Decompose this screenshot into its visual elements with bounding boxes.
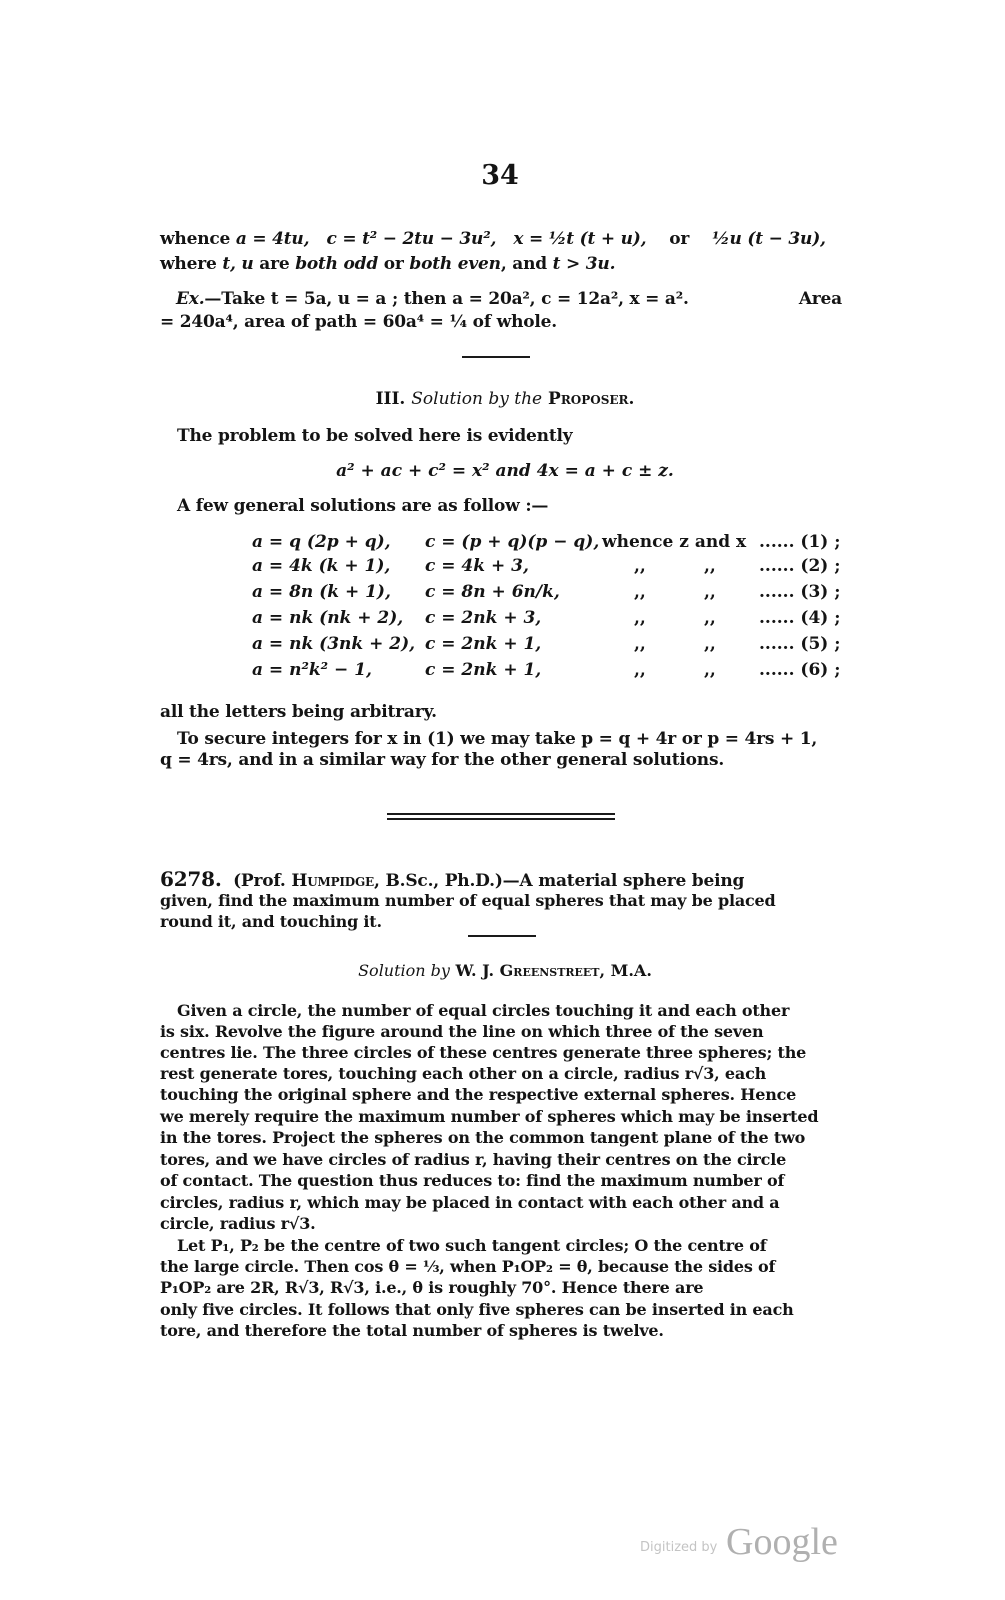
solution-a: a = nk (nk + 2),	[252, 608, 404, 628]
body-line: of contact. The question thus reduces to: find the maximum number of	[160, 1171, 785, 1190]
solution-ref: ...... (3) ;	[759, 582, 841, 602]
text-whence: whence	[160, 229, 236, 249]
solver-initials: W. J.	[455, 961, 500, 980]
ditto-mark: ,,	[704, 660, 716, 680]
solution-c: c = 4k + 3,	[425, 556, 529, 576]
intro-text: The problem to be solved here is evidently	[177, 426, 573, 446]
body-line: rest generate tores, touching each other on a circle, radius r√3, each	[160, 1064, 767, 1083]
body-line: tores, and we have circles of radius r, having their centres on the circle	[160, 1150, 787, 1169]
solution-by: Solution by	[358, 961, 450, 980]
body-line: Given a circle, the number of equal circles touching it and each other	[177, 1001, 790, 1020]
section-divider-bottom	[387, 818, 615, 820]
heading-numeral: III.	[375, 389, 406, 409]
solution-a: a = q (2p + q),	[252, 532, 391, 552]
divider	[462, 356, 530, 358]
solution-ref: ...... (5) ;	[759, 634, 841, 654]
heading-by: Solution by the	[411, 389, 543, 409]
para2-line: P₁OP₂ are 2R, R√3, R√3, i.e., θ is roughly 70°. Hence there are	[160, 1278, 704, 1297]
ditto-mark: ,,	[704, 582, 716, 602]
solver-name: Greenstreet	[499, 961, 600, 980]
ditto-mark: ,,	[704, 634, 716, 654]
question-line-1	[160, 869, 850, 893]
page-number: 34	[481, 160, 519, 191]
formula-line	[160, 229, 850, 250]
body-line: centres lie. The three circles of these centres generate three spheres; the	[160, 1043, 807, 1062]
emphasis-odd: both odd	[295, 254, 379, 274]
text-area: Area	[798, 289, 842, 309]
text: (Prof.	[233, 871, 292, 891]
para2-line: tore, and therefore the total number of spheres is twelve.	[160, 1321, 664, 1340]
main-equation: a² + ac + c² = x² and 4x = a + c ± z.	[336, 461, 674, 481]
body-line: in the tores. Project the spheres on the common tangent plane of the two	[160, 1128, 806, 1147]
formula-x: x = ½t (t + u),	[513, 229, 647, 249]
variables: t, u	[222, 254, 254, 274]
ditto-mark: ,,	[634, 556, 646, 576]
text: , B.Sc., Ph.D.)—A material sphere being	[374, 871, 745, 891]
solution-ref: ...... (6) ;	[759, 660, 841, 680]
ditto-mark: ,,	[634, 634, 646, 654]
body-line: circles, radius r, which may be placed in contact with each other and a	[160, 1193, 780, 1212]
question-line-2: given, find the maximum number of equal spheres that may be placed	[160, 891, 776, 910]
divider	[468, 935, 536, 937]
para2-line: Let P₁, P₂ be the centre of two such tangent circles; O the centre of	[177, 1236, 767, 1255]
solution-c: c = 2nk + 1,	[425, 660, 542, 680]
solution-a: a = 8n (k + 1),	[252, 582, 391, 602]
question-line-3: round it, and touching it.	[160, 912, 382, 931]
solution-a: a = 4k (k + 1),	[252, 556, 391, 576]
formula-c: c = t² − 2tu − 3u²,	[326, 229, 497, 249]
example-line-1	[176, 289, 846, 310]
ditto-mark: ,,	[634, 660, 646, 680]
section-divider-top	[387, 813, 615, 815]
solution-c: c = 2nk + 1,	[425, 634, 542, 654]
solution-a: a = n²k² − 1,	[252, 660, 372, 680]
para2-line: only five circles. It follows that only five spheres can be inserted in each	[160, 1300, 794, 1319]
google-logo: Google	[726, 1521, 838, 1563]
integers-line-2: q = 4rs, and in a similar way for the other general solutions.	[160, 750, 725, 770]
solution-ref: ...... (2) ;	[759, 556, 841, 576]
solutions-intro: A few general solutions are as follow :—	[177, 496, 549, 516]
ditto-mark: ,,	[634, 582, 646, 602]
solver-degree: , M.A.	[599, 961, 652, 980]
text: or	[378, 254, 410, 274]
solution-note: whence z and x	[602, 532, 747, 552]
arbitrary-text: all the letters being arbitrary.	[160, 702, 437, 722]
para2-line: the large circle. Then cos θ = ⅓, when P₁OP₂ = θ, because the sides of	[160, 1257, 776, 1276]
ditto-mark: ,,	[704, 608, 716, 628]
example-label: Ex.	[176, 289, 205, 309]
integers-line-1: To secure integers for x in (1) we may take p = q + 4r or p = 4rs + 1,	[177, 729, 818, 749]
solution-ref: ...... (1) ;	[759, 532, 841, 552]
digitized-by-watermark	[640, 1520, 850, 1570]
solution-a: a = nk (3nk + 2),	[252, 634, 416, 654]
solution-ref: ...... (4) ;	[759, 608, 841, 628]
solution-c: c = 8n + 6n/k,	[425, 582, 560, 602]
formula-a: a = 4tu,	[235, 229, 310, 249]
solution-c: c = (p + q)(p − q),	[425, 532, 600, 552]
section-heading	[160, 389, 850, 409]
condition-line	[160, 254, 850, 275]
text: , and	[500, 254, 553, 274]
proposer-name: Humpidge	[291, 871, 375, 891]
solution-c: c = 2nk + 3,	[425, 608, 542, 628]
body-line: is six. Revolve the figure around the line on which three of the seven	[160, 1022, 764, 1041]
solution-heading	[160, 961, 850, 980]
text: are	[253, 254, 296, 274]
ditto-mark: ,,	[704, 556, 716, 576]
question-number: 6278.	[160, 867, 222, 891]
body-line: touching the original sphere and the respective external spheres. Hence	[160, 1085, 797, 1104]
body-line: we merely require the maximum number of spheres which may be inserted	[160, 1107, 819, 1126]
example-line-2: = 240a⁴, area of path = 60a⁴ = ¼ of whole.	[160, 312, 557, 332]
ditto-mark: ,,	[634, 608, 646, 628]
condition: t > 3u.	[552, 254, 616, 274]
body-line: circle, radius r√3.	[160, 1214, 316, 1233]
heading-name: Proposer.	[548, 389, 635, 409]
text: where	[160, 254, 223, 274]
formula-alt: ½u (t − 3u),	[712, 229, 826, 249]
example-text: —Take t = 5a, u = a ; then a = 20a², c = 12a², x = a².	[204, 289, 689, 309]
text-or: or	[669, 229, 690, 249]
watermark-prefix: Digitized by	[640, 1540, 718, 1555]
emphasis-even: both even	[409, 254, 501, 274]
